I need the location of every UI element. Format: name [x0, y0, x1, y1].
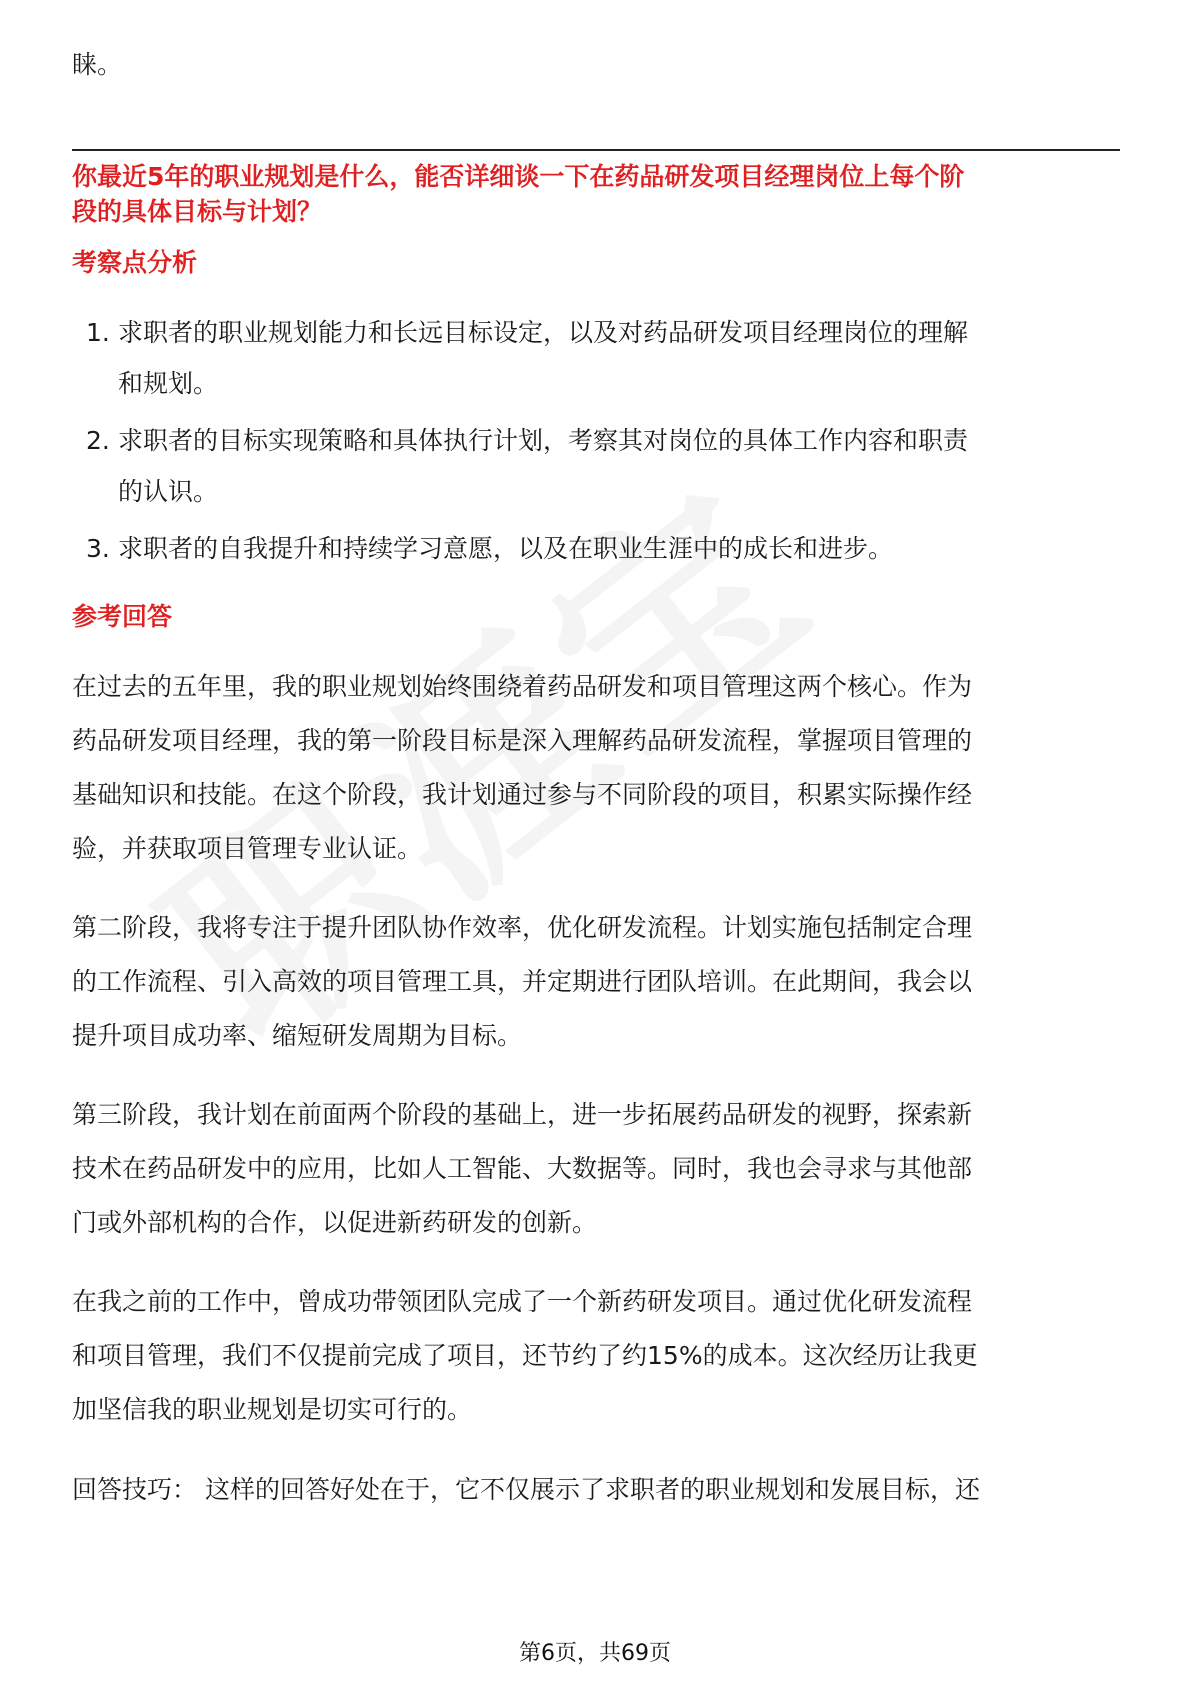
paragraph-line: 和项目管理，我们不仅提前完成了项目，还节约了约15%的成本。这次经历让我更 — [72, 1341, 978, 1370]
analysis-heading: 考察点分析 — [72, 248, 198, 277]
paragraph-line: 的工作流程、引入高效的项目管理工具，并定期进行团队培训。在此期间，我会以 — [72, 967, 973, 996]
list-item-text: 求职者的职业规划能力和长远目标设定，以及对药品研发项目经理岗位的理解 — [118, 318, 969, 347]
paragraph-line: 第三阶段，我计划在前面两个阶段的基础上，进一步拓展药品研发的视野，探索新 — [72, 1100, 973, 1129]
list-item-number: 3. — [86, 534, 110, 563]
paragraph-line: 在过去的五年里，我的职业规划始终围绕着药品研发和项目管理这两个核心。作为 — [72, 672, 973, 701]
paragraph-line: 基础知识和技能。在这个阶段，我计划通过参与不同阶段的项目，积累实际操作经 — [72, 780, 973, 809]
list-item-number: 1. — [86, 318, 110, 347]
list-item-number: 2. — [86, 426, 110, 455]
question-line-1: 你最近5年的职业规划是什么，能否详细谈一下在药品研发项目经理岗位上每个阶 — [72, 162, 965, 191]
paragraph-line: 第二阶段，我将专注于提升团队协作效率，优化研发流程。计划实施包括制定合理 — [72, 913, 973, 942]
answer-heading: 参考回答 — [72, 602, 173, 631]
paragraph-line: 验，并获取项目管理专业认证。 — [72, 834, 423, 863]
list-item-text: 的认识。 — [118, 477, 219, 506]
paragraph-line: 在我之前的工作中，曾成功带领团队完成了一个新药研发项目。通过优化研发流程 — [72, 1287, 973, 1316]
paragraph-line: 技术在药品研发中的应用，比如人工智能、大数据等。同时，我也会寻求与其他部 — [72, 1154, 973, 1183]
watermark — [91, 226, 1190, 1314]
paragraph-line: 加坚信我的职业规划是切实可行的。 — [72, 1395, 473, 1424]
paragraph-line: 门或外部机构的合作，以促进新药研发的创新。 — [72, 1208, 598, 1237]
paragraph-line: 提升项目成功率、缩短研发周期为目标。 — [72, 1021, 523, 1050]
list-item-text: 求职者的目标实现策略和具体执行计划，考察其对岗位的具体工作内容和职责 — [118, 426, 969, 455]
list-item-text: 求职者的自我提升和持续学习意愿，以及在职业生涯中的成长和进步。 — [118, 534, 894, 563]
list-item-text: 和规划。 — [118, 369, 219, 398]
paragraph-line: 药品研发项目经理，我的第一阶段目标是深入理解药品研发流程，掌握项目管理的 — [72, 726, 973, 755]
top-fragment: 睐。 — [72, 50, 123, 79]
divider — [72, 149, 1120, 151]
page-footer: 第6页，共69页 — [519, 1641, 671, 1666]
question-line-2: 段的具体目标与计划？ — [72, 197, 323, 226]
paragraph-line: 回答技巧： 这样的回答好处在于，它不仅展示了求职者的职业规划和发展目标，还 — [72, 1475, 980, 1504]
